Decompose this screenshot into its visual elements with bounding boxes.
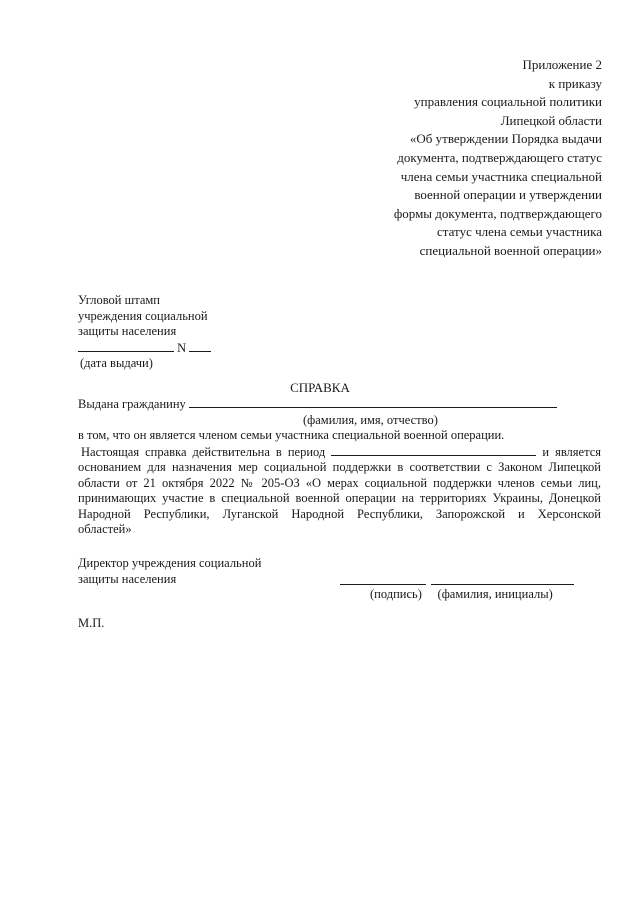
appendix-line: Приложение 2 bbox=[522, 57, 602, 72]
validity-suffix: и является bbox=[542, 444, 602, 459]
certificate-body bbox=[78, 396, 601, 538]
signature-hints bbox=[370, 587, 553, 603]
validity-row bbox=[78, 444, 601, 461]
signature-blank bbox=[340, 573, 426, 585]
recipient-name-blank bbox=[189, 396, 557, 408]
number-label: N bbox=[177, 340, 187, 355]
director-title: защиты населения bbox=[78, 571, 177, 586]
appendix-line: «Об утверждении Порядка выдачи bbox=[409, 131, 602, 147]
appendix-line: управления социальной политики bbox=[414, 94, 602, 110]
appendix-line: статус члена семьи участника bbox=[437, 224, 602, 240]
initials-blank bbox=[431, 573, 574, 585]
paragraph-line: областей» bbox=[78, 522, 132, 536]
name-hint: (фамилия, имя, отчество) bbox=[303, 412, 438, 427]
date-blank bbox=[78, 340, 174, 352]
paragraph-line: принимающих участие в специальной военной операции на территориях Украины, Донецкой bbox=[78, 491, 601, 505]
signature-hint: (подпись) bbox=[370, 587, 422, 602]
stamp-line: Угловой штамп bbox=[78, 293, 161, 307]
certificate-title: СПРАВКА bbox=[290, 380, 350, 395]
initials-hint: (фамилия, инициалы) bbox=[437, 587, 553, 602]
appendix-line: документа, подтверждающего статус bbox=[397, 149, 602, 165]
number-blank bbox=[189, 340, 211, 352]
signature-block bbox=[78, 556, 601, 603]
validity-prefix: Настоящая справка действительна в период bbox=[81, 444, 326, 459]
paragraph-line: области от 21 октября 2022 № 205-ОЗ «О мерах социальной поддержки членов семьи лиц, bbox=[78, 475, 601, 490]
director-title: Директор учреждения социальной bbox=[78, 556, 262, 570]
stamp-line: защиты населения bbox=[78, 324, 177, 339]
corner-stamp-block bbox=[78, 293, 211, 372]
date-hint: (дата выдачи) bbox=[80, 356, 153, 371]
director-line bbox=[78, 572, 601, 588]
signature-hints-row bbox=[78, 587, 601, 603]
appendix-line: Липецкой области bbox=[500, 112, 602, 128]
seal-place-label: М.П. bbox=[78, 616, 105, 630]
issued-to-label: Выдана гражданину bbox=[78, 397, 186, 411]
issued-to-row bbox=[78, 396, 601, 413]
stamp-line: учреждения социальной bbox=[78, 308, 208, 323]
appendix-line: к приказу bbox=[548, 75, 602, 91]
appendix-line: военной операции и утверждении bbox=[414, 187, 602, 203]
director-line bbox=[78, 556, 601, 572]
appendix-header bbox=[332, 56, 602, 261]
paragraph-line: основанием для назначения мер социальной поддержки в соответствии с Законом Липецкой bbox=[78, 460, 601, 474]
appendix-line: члена семьи участника специальной bbox=[400, 168, 602, 184]
validity-period-blank bbox=[331, 444, 536, 456]
stamp-date-number-row bbox=[78, 340, 211, 357]
paragraph-line: Народной Республики, Луганской Народной Республики, Запорожской и Херсонской bbox=[78, 506, 601, 521]
appendix-line: формы документа, подтверждающего bbox=[393, 205, 602, 221]
appendix-line: специальной военной операции» bbox=[419, 242, 602, 258]
member-statement: в том, что он является членом семьи участника специальной военной операции. bbox=[78, 428, 505, 442]
